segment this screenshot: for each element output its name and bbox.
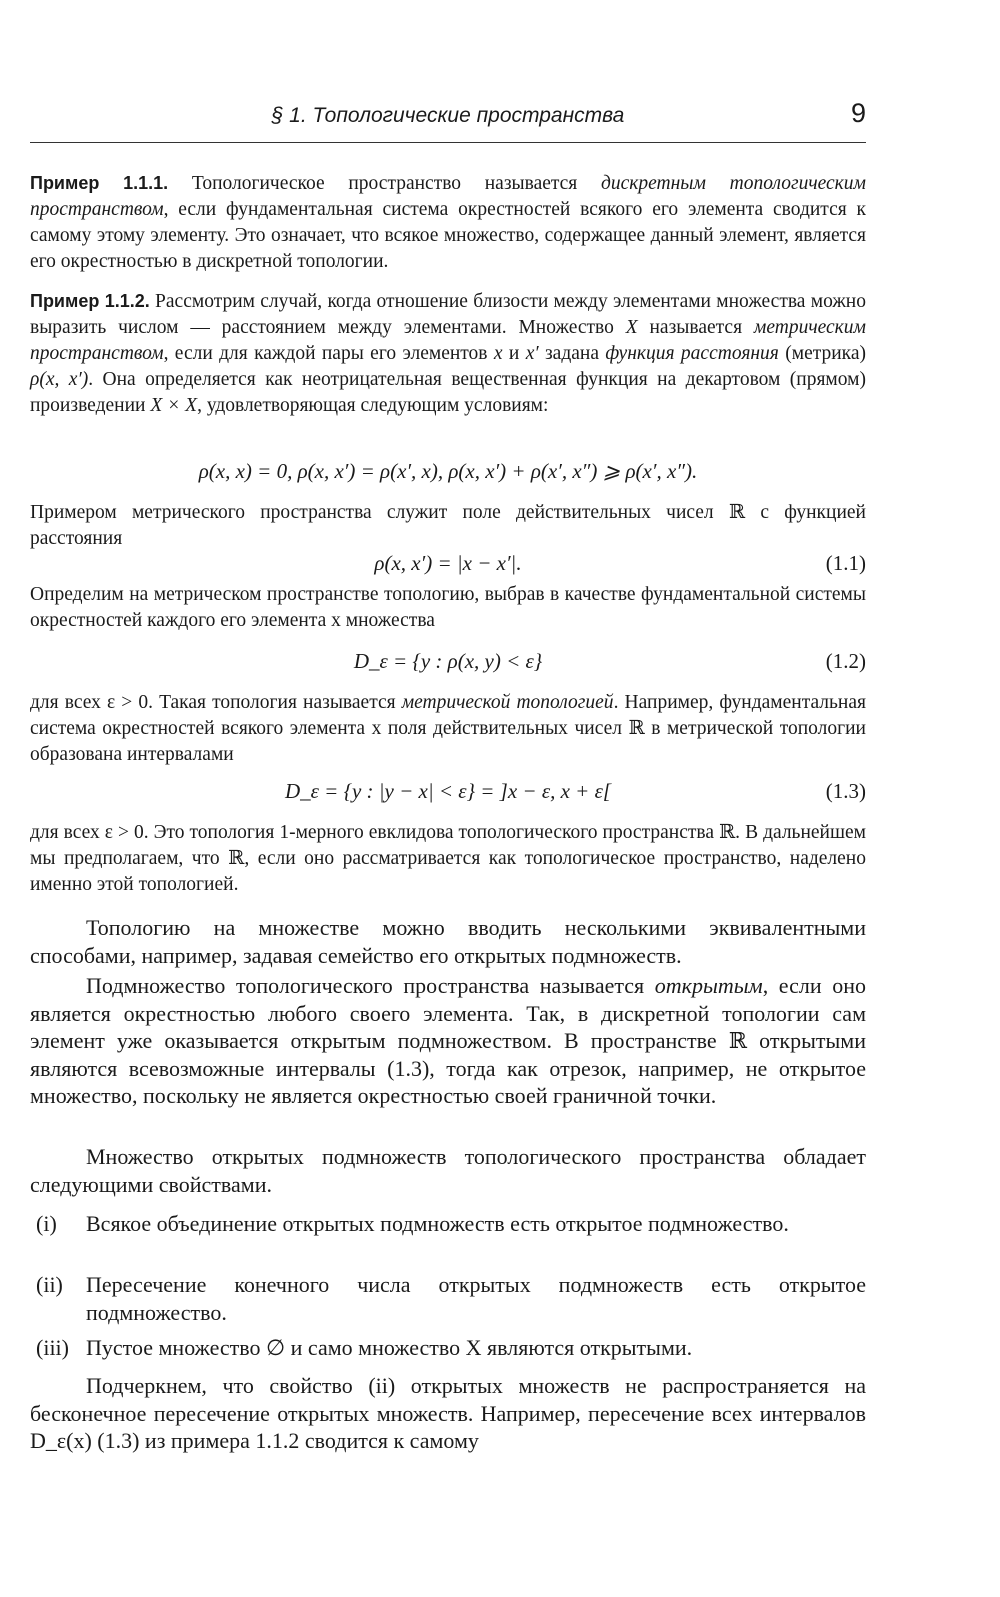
- metric-axioms-equation: [30, 456, 866, 486]
- example-text: называется: [637, 317, 754, 338]
- equation-1-1: [30, 548, 866, 578]
- formula-rho: ρ(x, x′): [30, 369, 89, 390]
- example-text: , удовлетворяющая следующим условиям:: [197, 395, 549, 416]
- term-discrete-space: дискретным топологическим пространством: [30, 173, 866, 220]
- equation-number: (1.3): [825, 779, 866, 803]
- paragraph-4: Подчеркнем, что свойство (ii) открытых множеств не распространяется на бесконечное пересечение открытых множеств. Например, пересечение всех интервалов D_ε(x) (1.3) из примера 1.1.2 сводится к самому: [30, 1373, 866, 1453]
- example-text-topology: Определим на метрическом пространстве топологию, выбрав в качестве фундаментальной системы окрестностей каждого его элемента x множества: [30, 584, 866, 631]
- paragraph-text: , если оно является окрестностью любого своего элемента. Так, в дискретной топологии сам элемент уже оказывается открытым подмножеством. В пространстве ℝ открытыми являются всевозможные интервалы (1.3), тогда как отрезок, например, не открытое множество, поскольку не является окрестностью своей граничной точки.: [30, 973, 866, 1108]
- paragraph-2: [30, 972, 866, 1110]
- example-label: Пример 1.1.2.: [30, 291, 150, 311]
- page-header: [30, 98, 866, 143]
- example-1-1-1: [30, 170, 866, 275]
- example-text: , если для каждой пары его элементов: [163, 343, 494, 364]
- example-text-real-line: Примером метрического пространства служит поле действительных чисел ℝ с функцией расстояния: [30, 502, 866, 549]
- example-text-euclidean: для всех ε > 0. Это топология 1-мерного евклидова топологического пространства ℝ. В дальнейшем мы предполагаем, что ℝ, если оно рассматривается как топологическое пространство, наделено именно этой топологией.: [30, 822, 866, 895]
- example-text: и: [502, 343, 526, 364]
- list-item-number: (iii): [36, 1335, 69, 1360]
- formula-1-1: ρ(x, x′) = |x − x′|.: [374, 551, 522, 575]
- list-item-text: Всякое объединение открытых подмножеств есть открытое подмножество.: [86, 1211, 789, 1236]
- example-text: (метрика): [778, 343, 866, 364]
- example-1-1-2: [30, 288, 866, 419]
- term-open: открытым: [654, 973, 763, 998]
- formula-1-2: D_ε = {y : ρ(x, y) < ε}: [353, 649, 543, 673]
- term-metric-space: метрическим пространством: [30, 317, 866, 364]
- paragraph-text: Подмножество топологического пространства называется: [86, 973, 655, 998]
- formula-axioms: ρ(x, x) = 0, ρ(x, x′) = ρ(x′, x), ρ(x, x′) + ρ(x′, x″) ⩾ ρ(x′, x″).: [198, 459, 698, 483]
- page-number: 9: [850, 98, 866, 128]
- paragraph-3: Множество открытых подмножеств топологического пространства обладает следующими свойствами.: [30, 1144, 866, 1197]
- formula-product: X × X: [150, 395, 198, 416]
- example-text: Рассмотрим случай, когда отношение близости между элементами множества можно выразить числом — расстоянием между элементами. Множество: [30, 291, 866, 338]
- list-item-number: (i): [36, 1211, 57, 1236]
- example-text: задана: [538, 343, 606, 364]
- running-head: § 1. Топологические пространства: [271, 104, 625, 127]
- var-X: X: [625, 317, 638, 338]
- paragraph-1: Топологию на множестве можно вводить несколькими эквивалентными способами, например, задавая семейство его открытых подмножеств.: [30, 915, 866, 968]
- var-x: x: [493, 343, 503, 364]
- equation-number: (1.2): [825, 649, 866, 673]
- example-text: . Например, фундаментальная система окрестностей всякого элемента x поля действительных чисел ℝ в метрической топологии образована интервалами: [30, 692, 866, 765]
- list-item-number: (ii): [36, 1272, 63, 1297]
- formula-1-3: D_ε = {y : |y − x| < ε} = ]x − ε, x + ε[: [284, 779, 612, 803]
- equation-1-3: [30, 776, 866, 806]
- var-x-prime: x′: [525, 343, 539, 364]
- example-text: для всех ε > 0. Такая топология называется: [30, 692, 402, 713]
- list-item-text: Пересечение конечного числа открытых подмножеств есть открытое подмножество.: [86, 1272, 866, 1325]
- example-text: , если фундаментальная система окрестностей всякого его элемента сводится к самому этому элементу. Это означает, что всякое множество, содержащее данный элемент, является его окрестностью в дискретной топологии.: [30, 199, 866, 272]
- equation-number: (1.1): [825, 551, 866, 575]
- example-label: Пример 1.1.1.: [30, 173, 169, 193]
- term-distance-function: функция расстояния: [605, 343, 779, 364]
- example-text: Топологическое пространство называется: [168, 173, 601, 194]
- list-item-text: Пустое множество ∅ и само множество X являются открытыми.: [86, 1335, 693, 1360]
- example-text-metric-topology: [30, 690, 866, 768]
- equation-1-2: [30, 646, 866, 676]
- example-text: . Она определяется как неотрицательная вещественная функция на декартовом (прямом) произведении: [30, 369, 866, 416]
- term-metric-topology: метрической топологией: [401, 692, 614, 713]
